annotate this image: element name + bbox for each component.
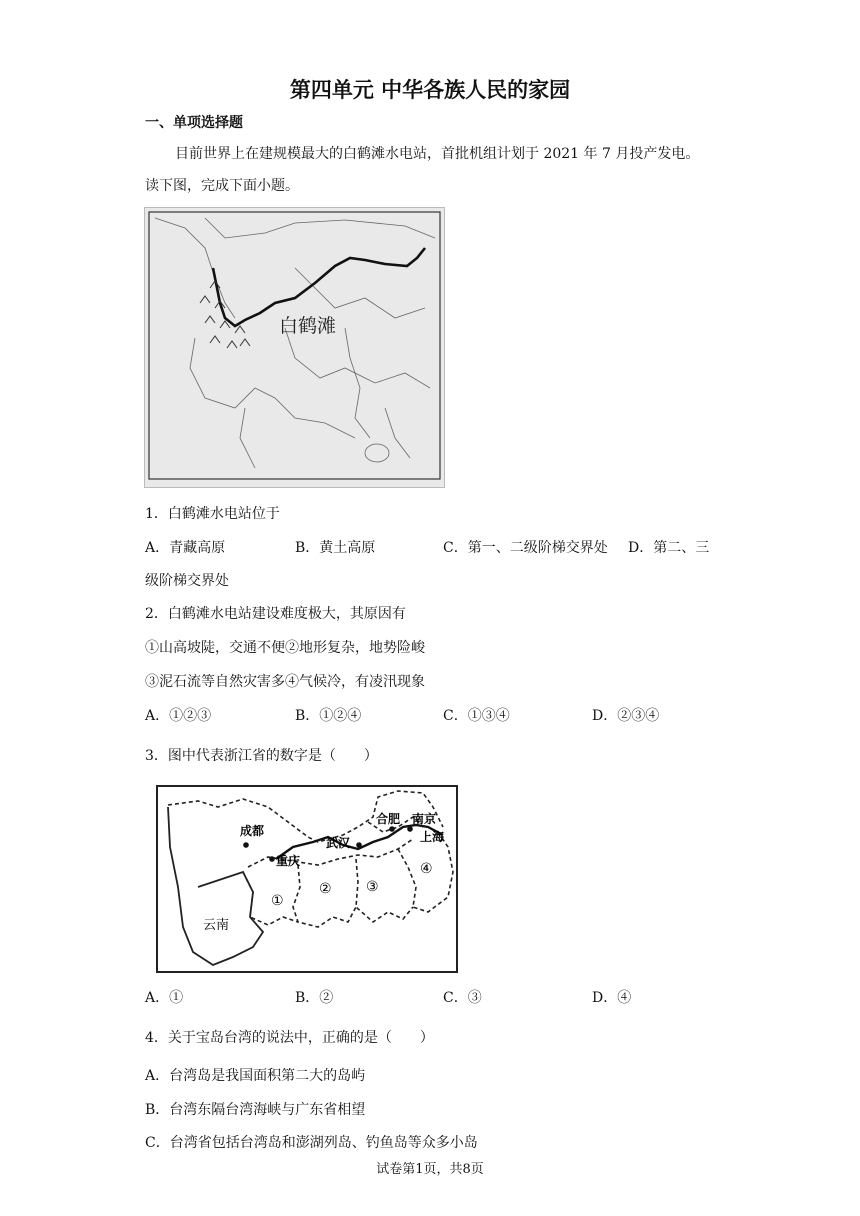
chengdu-dot (243, 842, 249, 848)
q1-option-d-continued: 级阶梯交界处 (145, 573, 229, 589)
region-1-label: ① (271, 893, 284, 909)
q3-option-d[interactable]: D．④ (592, 990, 632, 1006)
q1-stem: 1．白鹤滩水电站位于 (145, 506, 280, 522)
q1-option-a[interactable]: A．青藏高原 (145, 540, 226, 556)
yunnan-label: 云南 (203, 918, 230, 933)
q4-option-a[interactable]: A．台湾岛是我国面积第二大的岛屿 (145, 1068, 366, 1084)
q1-option-d[interactable]: D．第二、三 (628, 540, 710, 556)
q1-option-b[interactable]: B．黄土高原 (295, 540, 376, 556)
q3-stem: 3．图中代表浙江省的数字是（ ） (145, 748, 378, 764)
baihetan-label: 白鹤滩 (279, 315, 337, 337)
q2-option-b[interactable]: B．①②④ (295, 708, 362, 724)
nanjing-label: 南京 (412, 812, 437, 826)
q4-stem: 4．关于宝岛台湾的说法中，正确的是（ ） (145, 1030, 434, 1046)
q3-option-a[interactable]: A．① (145, 990, 184, 1006)
q2-statement-line-2: ③泥石流等自然灾害多④气候冷，有凌汛现象 (145, 674, 425, 690)
q4-option-c[interactable]: C．台湾省包括台湾岛和澎湖列岛、钓鱼岛等众多小岛 (145, 1135, 478, 1151)
q2-option-a[interactable]: A．①②③ (145, 708, 212, 724)
shanghai-label: 上海 (420, 830, 445, 844)
yangtze-map-graphic (158, 787, 456, 971)
region-3-label: ③ (366, 879, 379, 895)
intro-line-1: 目前世界上在建规模最大的白鹤滩水电站，首批机组计划于 2021 年 7 月投产发电。 (175, 146, 700, 162)
wuhan-label: 武汉 (326, 836, 351, 850)
page-footer: 试卷第1页，共8页 (376, 1162, 484, 1177)
q2-stem: 2．白鹤滩水电站建设难度极大，其原因有 (145, 606, 406, 622)
q3-option-c[interactable]: C．③ (443, 990, 482, 1006)
hefei-label: 合肥 (376, 812, 401, 826)
region-4-label: ④ (420, 861, 433, 877)
chongqing-label: 重庆 (276, 854, 301, 868)
hefei-dot (389, 826, 395, 832)
baihetan-map (144, 207, 445, 488)
q4-option-b[interactable]: B．台湾东隔台湾海峡与广东省相望 (145, 1102, 366, 1118)
intro-line-2: 读下图，完成下面小题。 (145, 178, 299, 194)
wuhan-dot (356, 842, 362, 848)
chengdu-label: 成都 (240, 824, 265, 838)
chongqing-dot (269, 856, 275, 862)
baihetan-map-graphic (145, 208, 444, 487)
page-title: 第四单元 中华各族人民的家园 (289, 78, 571, 102)
q2-option-d[interactable]: D．②③④ (592, 708, 660, 724)
section-heading: 一、单项选择题 (145, 115, 243, 131)
q1-option-c[interactable]: C．第一、二级阶梯交界处 (443, 540, 608, 556)
nanjing-dot (407, 826, 413, 832)
q2-statement-line-1: ①山高坡陡，交通不便②地形复杂，地势险峻 (145, 640, 425, 656)
yangtze-provinces-map (156, 785, 458, 973)
q2-option-c[interactable]: C．①③④ (443, 708, 510, 724)
q3-option-b[interactable]: B．② (295, 990, 334, 1006)
region-2-label: ② (319, 881, 332, 897)
